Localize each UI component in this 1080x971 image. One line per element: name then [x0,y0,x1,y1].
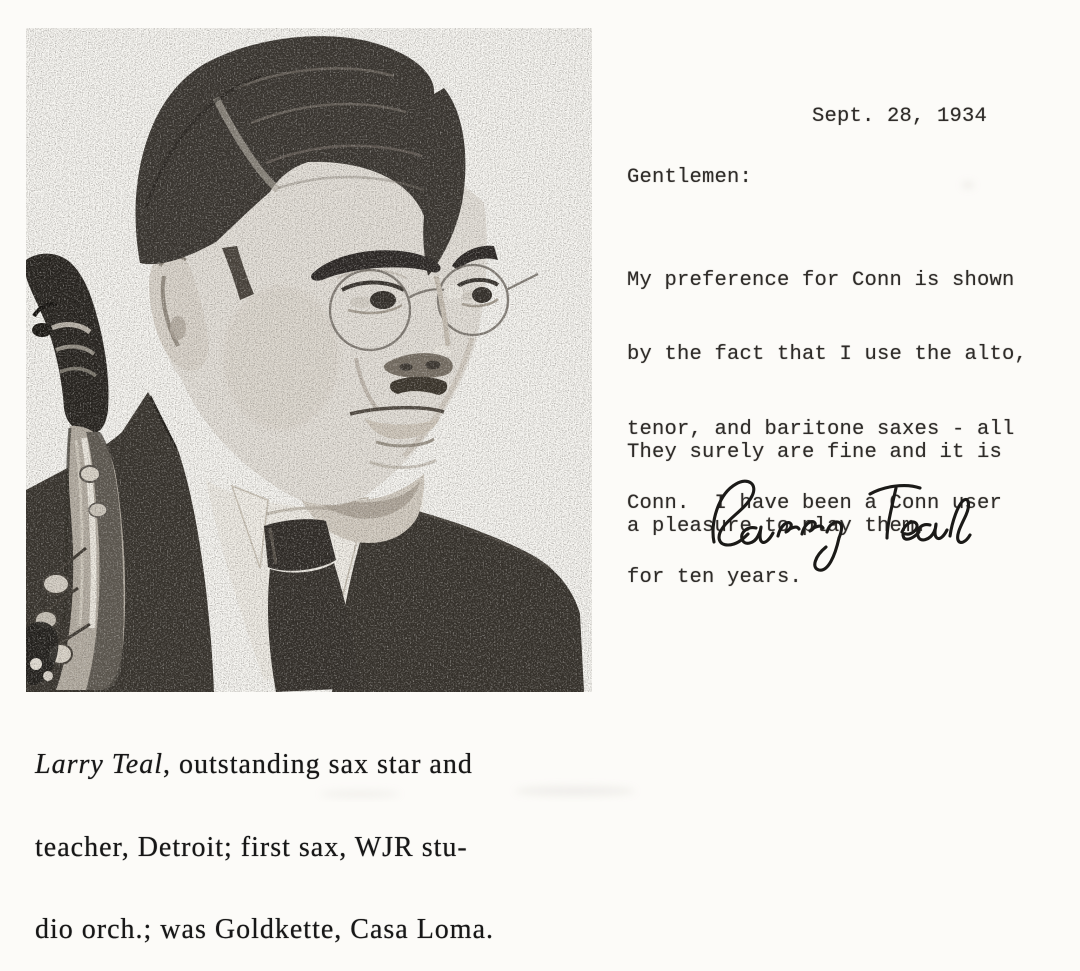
larry-teal-portrait-illustration [26,28,592,692]
signature-larry-teal [692,468,972,578]
letter-line: by the fact that I use the alto, [627,343,1028,367]
photo-caption [35,696,494,971]
letter-date: Sept. 28, 1934 [812,105,988,128]
caption-subject-name: Larry Teal [35,749,164,780]
caption-line-2: teacher, Detroit; first sax, WJR stu- [35,831,468,863]
letter-line: a pleasure to play them. [627,515,928,539]
caption-line-1 [35,751,494,779]
letter-line: My preference for Conn is shown [627,269,1015,292]
portrait-photo [26,28,592,692]
signature-ink [692,468,972,578]
letter-salutation: Gentlemen: [627,166,753,189]
halftone-grain-light [26,28,592,692]
letter-line: tenor, and baritone saxes - all [627,417,1015,441]
letter-line: for ten years. [627,566,803,590]
caption-line-1-rest: , outstanding sax star and [163,749,473,780]
letter-line: Conn. I have been a Conn user [627,491,1003,515]
letter-line: They surely are fine and it is [627,441,1003,464]
caption-line-3: dio orch.; was Goldkette, Casa Loma. [35,914,495,945]
